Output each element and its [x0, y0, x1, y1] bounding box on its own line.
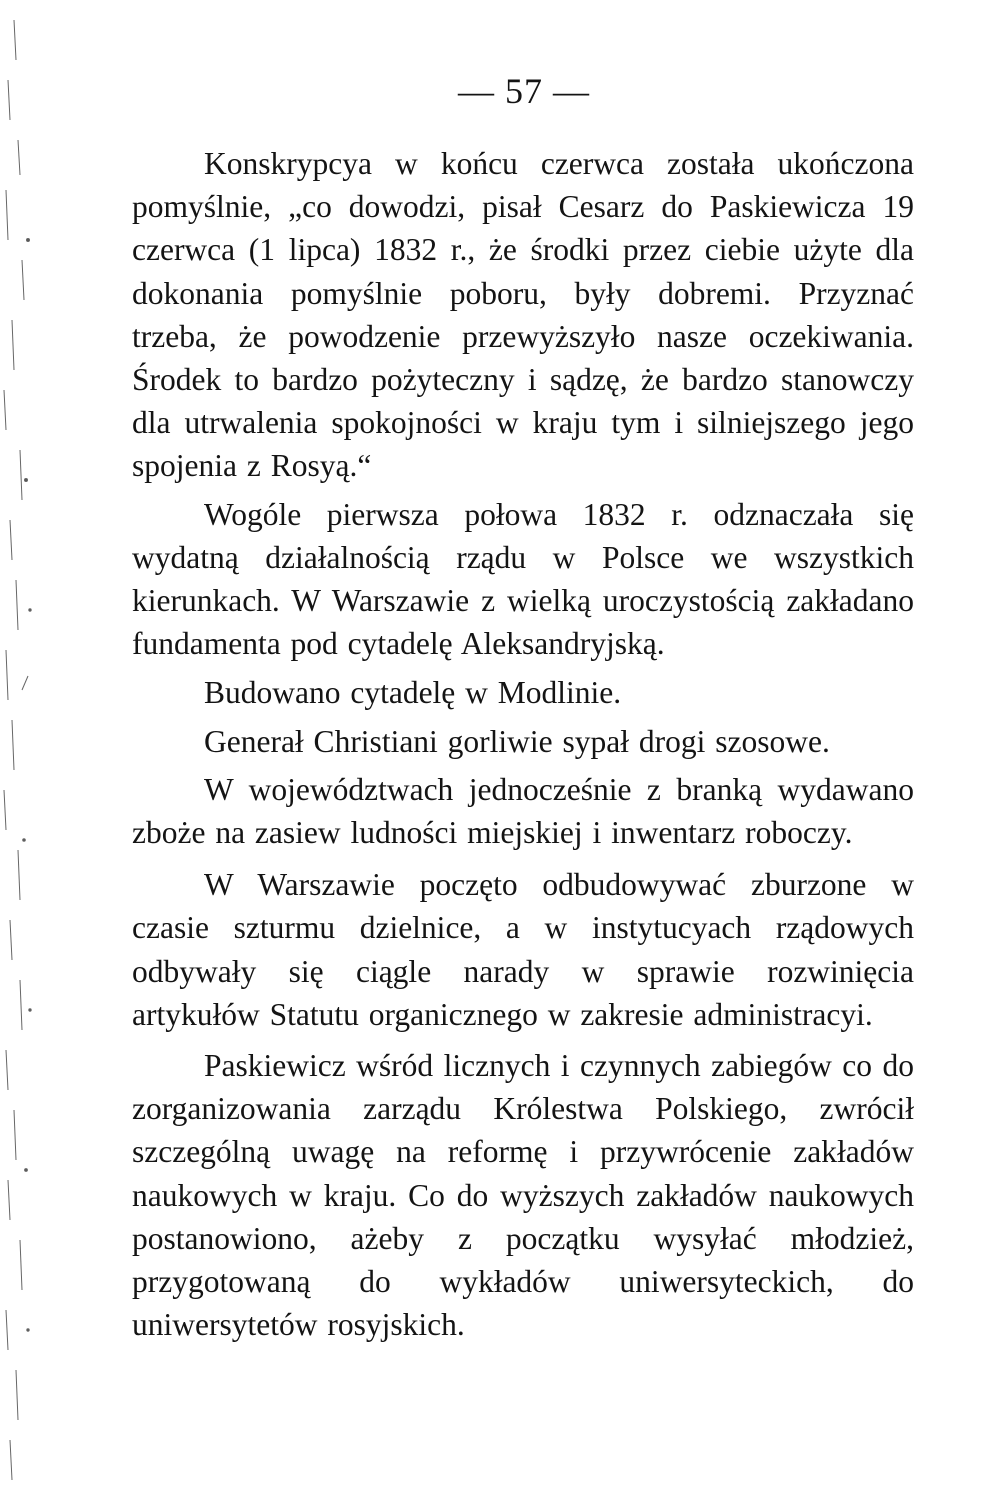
- page-number: — 57 —: [458, 71, 590, 111]
- paragraph: W Warszawie poczęto odbudowywać zburzone w czasie szturmu dzielnice, a w instytucyach rządowych odbywały się ciągle narady w sprawie rozwinięcia artykułów Statutu organicznego w zakresie administracyi.: [132, 867, 914, 1032]
- paragraph: Generał Christiani gorliwie sypał drogi szosowe.: [204, 723, 830, 759]
- scan-edge-speckles: [0, 0, 42, 1496]
- paragraph: Paskiewicz wśród licznych i czynnych zabiegów co do zorganizowania zarządu Królestwa Polskiego, zwrócił szczególną uwagę na reformę i przywrócenie zakładów naukowych w kraju. Co do wyższych zakładów naukowych postanowiono, ażeby z początku wysyłać młodzież, przygotowaną do wykładów uniwersyteckich, do uniwersytetów rosyjskich.: [132, 1048, 914, 1343]
- body-text: [132, 142, 914, 1346]
- paragraph: W województwach jednocześnie z branką wydawano zboże na zasiew ludności miejskiej i inwentarz roboczy.: [132, 771, 914, 851]
- paragraph: Wogóle pierwsza połowa 1832 r. odznaczała się wydatną działalnością rządu w Polsce we wszystkich kierunkach. W Warszawie z wielką uroczystością zakładano fundamenta pod cytadelę Aleksandryjską.: [132, 496, 914, 662]
- paragraph: Konskrypcya w końcu czerwca została ukończona pomyślnie, „co dowodzi, pisał Cesarz do Paskiewicza 19 czerwca (1 lipca) 1832 r., że środki przez ciebie użyte dla dokonania pomyślnie poboru, były dobremi. Przyznać trzeba, że powodzenie przewyższyło nasze oczekiwania. Środek to bardzo pożyteczny i sądzę, że bardzo stanowczy dla utrwalenia spokojności w kraju tym i silniejszego jego spojenia z Rosyą.“: [132, 146, 914, 484]
- paragraph: Budowano cytadelę w Modlinie.: [204, 675, 622, 711]
